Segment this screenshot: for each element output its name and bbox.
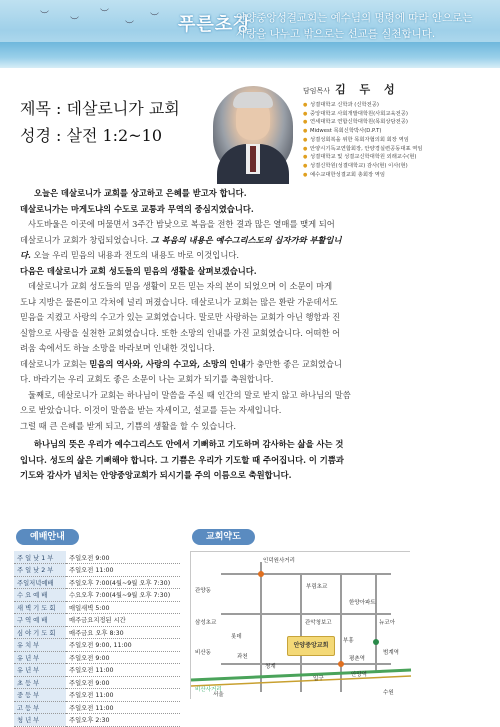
paragraph: 실함으로 사랑을 실천한 교회였습니다. 또한 소망의 인내를 가진 교회였습니다. 어떠한 어 (20, 327, 341, 338)
pastor-info (303, 78, 493, 179)
pastor-credential: ● 중앙대학교 사회개발대학원(사회교육전공) (303, 110, 493, 119)
worship-name: 주 일 낮 2 부 (14, 564, 66, 577)
paragraph: 입니다. 성도의 삶은 기뻐해야 합니다. 그 기쁨은 우리가 기도할 때 주어집니다. 이 기쁨과 (20, 454, 344, 465)
sermon-body (20, 186, 484, 484)
map-label: 관양동 (195, 588, 211, 594)
map-label: 관악청보고 (305, 620, 332, 626)
worship-row (14, 589, 180, 602)
church-map (190, 524, 410, 699)
map-label-top: 인덕원사거리 (263, 558, 295, 564)
pastor-credential: ● 안양시기독교연합회장, 안양경실련공동대표 역임 (303, 145, 493, 154)
paragraph: 데살로니가 교회가 창립되었습니다. 그 복음의 내용은 예수그리스도의 십자가와 부활입니 (20, 234, 342, 245)
worship-time: 주일오전 9:00 (66, 676, 180, 689)
worship-time: 주일오전 9:00 (66, 551, 180, 564)
paragraph: 믿음을 지켰고 사랑의 수고가 있는 교회였습니다. 말로만 사랑하는 교회가 아닌 행함과 진 (20, 312, 341, 322)
map-label: 비산동 (195, 650, 211, 656)
map-label: 과천 (237, 654, 248, 660)
worship-name: 유 년 부 (14, 664, 66, 677)
worship-name: 유 치 부 (14, 639, 66, 652)
bird-icon: ︶ (70, 17, 80, 27)
worship-row (14, 601, 180, 614)
worship-time: 수요오후 7:00(4월~9월 오후 7:30) (66, 589, 180, 602)
worship-name: 수 요 예 배 (14, 589, 66, 602)
worship-name: 초 등 부 (14, 676, 66, 689)
header-banner (0, 0, 500, 68)
paragraph: 데살로니가 교회 성도들의 믿음 생활이 모든 믿는 자의 본이 되었으며 이 소문이 마게 (28, 281, 333, 291)
worship-row (14, 551, 180, 564)
worship-name: 유 년 부 (14, 651, 66, 664)
worship-time: 주일오후 2:30 (66, 714, 180, 727)
worship-name: 중 등 부 (14, 689, 66, 702)
map-label: 평촌역 (349, 656, 365, 662)
worship-row (14, 626, 180, 639)
worship-row (14, 576, 180, 589)
pastor-credential: ● Midwest 목회신학박사(D.P.T) (303, 127, 493, 136)
paragraph: 기도와 감사가 넘치는 안양중앙교회가 되시기를 주의 이름으로 축원합니다. (20, 470, 292, 480)
pastor-credential: ● 성결성회복을 위한 목회자협의회 회장 역임 (303, 136, 493, 145)
map-label: 비산사거리 (195, 687, 222, 693)
pastor-credentials (303, 101, 493, 179)
paragraph: 하나님의 뜻은 우리가 예수그리스도 안에서 기뻐하고 기도하며 감사하는 삶을 사는 것 (34, 439, 344, 449)
map-label: 부흥 (343, 638, 354, 644)
pastor-photo (213, 86, 293, 178)
paragraph: 사도바울은 이곳에 머물면서 3주간 밤낮으로 복음을 전한 결과 많은 열매를 맺게 되어 (28, 219, 335, 229)
worship-time: 주일오후 7:00(4월~9월 오후 7:30) (66, 576, 180, 589)
paragraph: 데살로니가 교회는 믿음의 역사와, 사랑의 수고와, 소망의 인내가 충만한 좋은 교회였습니 (20, 358, 342, 369)
map-label: 뉴코아 (379, 620, 395, 626)
paragraph: 다. 바라기는 우리 교회도 좋은 소문이 나는 교회가 되기를 축원합니다. (20, 374, 274, 384)
worship-row (14, 664, 180, 677)
worship-row (14, 689, 180, 702)
pastor-credential: ● 성결신학원(성결대학교) 감사(현) 이사(현) (303, 162, 493, 171)
worship-row (14, 564, 180, 577)
worship-time: 주일오전 11:00 (66, 564, 180, 577)
worship-name: 주 일 낮 1 부 (14, 551, 66, 564)
worship-time: 매주금요 오후 8:30 (66, 626, 180, 639)
map-label: 한양아파트 (349, 600, 376, 606)
map-label: 안양역 (351, 672, 367, 678)
map-label: 부림초교 (306, 584, 328, 590)
worship-row (14, 639, 180, 652)
worship-schedule (14, 524, 180, 727)
paragraph: 그럴 때 큰 은혜를 받게 되고, 기쁨의 생활을 할 수 있습니다. (20, 420, 236, 431)
worship-name: 구 역 예 배 (14, 614, 66, 627)
brand-title: 푸른초장 (178, 14, 252, 34)
bird-icon: ︶ (150, 13, 160, 23)
worship-table (14, 551, 180, 727)
worship-name: 고 등 부 (14, 701, 66, 714)
worship-time: 주일오전 11:00 (66, 701, 180, 714)
worship-name: 주일저녁예배 (14, 576, 66, 589)
sea-background (0, 42, 500, 68)
sermon-scripture: 성경 : 살전 1:2~10 (20, 126, 162, 145)
pastor-name: 김 두 성 (335, 83, 400, 96)
worship-time: 매일새벽 5:00 (66, 601, 180, 614)
worship-name: 심 야 기 도 회 (14, 626, 66, 639)
worship-row (14, 676, 180, 689)
map-label: 청계 (265, 664, 276, 670)
worship-time: 주일오전 11:00 (66, 664, 180, 677)
worship-name: 새 벽 기 도 회 (14, 601, 66, 614)
worship-time: 주일오전 9:00 (66, 651, 180, 664)
paragraph: 둘째로, 데살로니가 교회는 하나님이 말씀을 주실 때 인간의 말로 받지 않고 하나님의 말씀 (28, 389, 351, 400)
map-label: 범계역 (383, 650, 399, 656)
worship-heading: 예배안내 (16, 529, 79, 545)
sermon-title-block (20, 95, 180, 149)
map-label: 입구 (313, 676, 324, 682)
pastor-credential: ● 연세대학교 연합신학대학원(목회상담전공) (303, 118, 493, 127)
paragraph: 다. 오늘 우리 믿음의 내용과 전도의 내용도 바로 이것입니다. (20, 250, 239, 260)
paragraph: 오늘은 데살로니가 교회를 상고하고 은혜를 받고자 합니다. (34, 188, 247, 198)
map-label: 수원 (383, 690, 394, 696)
pastor-role: 담임목사 (303, 87, 331, 95)
paragraph: 도냐 지방은 물론이고 각처에 널리 퍼졌습니다. 데살로니가 교회는 많은 환란 가운데서도 (20, 296, 338, 307)
pastor-credential: ● 예수교대한성결교회 총회장 역임 (303, 171, 493, 180)
worship-row (14, 701, 180, 714)
paragraph: 다음은 데살로니가 교회 성도들의 믿음의 생활을 살펴보겠습니다. (20, 265, 257, 276)
map-roads (191, 552, 411, 700)
map-label: 롯데 (231, 634, 242, 640)
bird-icon: ︶ (40, 11, 50, 21)
church-marker: 안양중앙교회 (287, 636, 335, 656)
paragraph: 데살로니가는 마게도냐의 수도로 교통과 무역의 중심지였습니다. (20, 203, 254, 214)
worship-row (14, 651, 180, 664)
bird-icon: ︶ (100, 9, 110, 19)
bird-icon: ︶ (125, 21, 135, 31)
pastor-credential: ● 성결대학교 및 성결교신학대학원 외래교수(현) (303, 153, 493, 162)
worship-name: 청 년 부 (14, 714, 66, 727)
worship-time: 주일오전 11:00 (66, 689, 180, 702)
paragraph: 려움 속에서도 하늘 소망을 바라보며 인내한 것입니다. (20, 343, 215, 353)
worship-row (14, 714, 180, 727)
slogan: 안양중앙성결교회는 예수님의 명령에 따라 안으로는 사랑을 나누고 밖으로는 선교를 실천합니다. (236, 12, 473, 40)
map-label: 삼성초교 (195, 620, 217, 626)
worship-time: 주일오전 9:00, 11:00 (66, 639, 180, 652)
worship-row (14, 614, 180, 627)
pastor-credential: ● 성결대학교 신학과 (신학전공) (303, 101, 493, 110)
map-heading: 교회약도 (192, 529, 255, 545)
paragraph: 으로 받았습니다. 이것이 말씀을 받는 자세이고, 설교를 듣는 자세입니다. (20, 405, 282, 415)
sermon-title: 제목 : 데살로니가 교회 (20, 99, 180, 118)
map-label: 서울 (213, 692, 224, 698)
worship-time: 매주금요지정된 시간 (66, 614, 180, 627)
map-area (190, 551, 410, 699)
